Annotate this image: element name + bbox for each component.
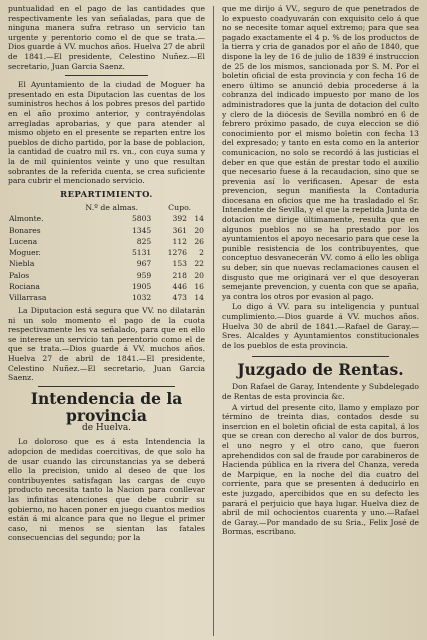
pueblo-cell: Villarrasa: [9, 292, 47, 302]
table-row: [8, 258, 205, 269]
table-row: [8, 213, 205, 224]
table-header-pueblo: [8, 202, 69, 213]
separator-rule: [252, 356, 390, 357]
left-column: [8, 4, 205, 636]
intendencia-subheading: de Huelva.: [81, 422, 132, 433]
table-row: [8, 225, 205, 236]
table-row: [8, 247, 205, 258]
cupo-fraction-cell: 22: [194, 259, 204, 269]
juzgado-heading: Juzgado de Rentas.: [237, 360, 404, 380]
repartimiento-table: [8, 202, 205, 303]
cupo-fraction-cell: 14: [194, 292, 204, 302]
cupo-cell: 361: [172, 225, 187, 235]
right-column: [222, 4, 419, 636]
pueblo-cell: Lucena: [9, 236, 38, 246]
table-header-row: [8, 202, 205, 213]
table-row: [8, 292, 205, 303]
pueblo-cell: Rociana: [9, 281, 40, 291]
pueblo-cell: Almonte.: [9, 214, 44, 224]
almas-cell: 1905: [131, 281, 152, 291]
right-paragraph-2: Lo digo á VV. para su inteligencia y puntual cumplimiento.—Dios guarde á VV. muchos años. Huelva 30 de abril de 1841.—Rafael de Garay.—Sres. Alcaldes y Ayuntamientos constitucionales de los pueblos de esta provincia.: [222, 302, 419, 350]
separator-rule: [65, 75, 148, 76]
almas-cell: 1345: [131, 225, 152, 235]
almas-cell: 1032: [131, 292, 152, 302]
cupo-cell: 153: [172, 259, 187, 269]
left-paragraph-1: puntualidad en el pago de las cantidades que respectivamente les van señaladas, para que de ninguna manera sufra retraso un servicio tan urgente y perentorio como el de que se trata.—Dios guarde á VV. muchos años. Huelva 27 de abril de 1841.—El presidente, Celestino Nuñez.—El secretario, Juan Garcia Saenz.: [8, 4, 205, 71]
cupo-cell: 1276: [167, 248, 187, 258]
repartimiento-title: REPARTIMIENTO.: [60, 188, 153, 199]
right-paragraph-4: A virtud del presente cito, llamo y emplazo por término de treinta dias, contados desde su insercion en el boletin oficial de esta capital, á los que se crean con derecho al valor de dos burros, el uno negro y el otro cano, que fueron aprehendidos con sal de fraude por carabineros de Hacienda pública en la rivera del Chanza, vereda de Marpique, en la noche del dia cuatro del corriente, para que se presenten á deducirlo en este juzgado, apercibidos que en su defecto les parará el perjuicio que haya lugar. Huelva diez de abril de mil ochocientos cuarenta y uno.—Rafael de Garay.—Por mandado de su Sria., Felix José de Bormas, escribano.: [222, 402, 419, 537]
almas-cell: 5131: [131, 248, 152, 258]
left-paragraph-4: Lo doloroso que es á esta Intendencia la adopcion de medidas coercitivas, de que solo ha de usar cuando las circunstancias ya se deberá ello la precision, unido al deseo de que los contribuyentes satisfagan las cargas de cuyo producto necesita tanto la Nacion para conllevar las infinitas atenciones que debe cubrir su gobierno, no hacen poner en juego cuantos medios están á mi alcance para que no llegue el primer caso, ni menos se sientan las fatales consecuencias del segundo; por la: [8, 437, 205, 543]
cupo-fraction-cell: 16: [194, 281, 204, 291]
cupo-fraction-cell: 20: [194, 270, 204, 280]
page-columns: [8, 4, 419, 636]
cupo-fraction-cell: 20: [194, 225, 204, 235]
pueblo-cell: Bonares: [9, 225, 41, 235]
almas-cell: 5803: [131, 214, 152, 224]
table-row: [8, 270, 205, 281]
cupo-cell: 112: [172, 236, 187, 246]
cupo-fraction-cell: 14: [194, 214, 204, 224]
column-divider: [213, 6, 214, 636]
table-header-almas: N.º de almas.: [85, 203, 139, 213]
cupo-cell: 473: [172, 292, 187, 302]
almas-cell: 959: [136, 270, 152, 280]
table-row: [8, 236, 205, 247]
pueblo-cell: Palos: [9, 270, 30, 280]
right-paragraph-1: que me dirijo á VV., seguro de que penetrados de lo expuesto coadyuvarán con exquisito celo á que no se necesite tomar aquel extremo; para que sea pagado exactamente el 4 p. % de los productos de la tierra y cria de ganados por el año de 1840, que dispone la ley de 16 de julio de 1839 é instruccion de 25 de los mismos, sancionada por S. M. Por el boletin oficial de esta provincia y con fecha 16 de enero último se anunció debia procederse á la cobranza del indicado impuesto por mano de los administradores que la junta de dotacion del culto y clero de la diócesis de Sevilla nombró en 6 de febrero próximo pasado, de cuya eleccion se dió conocimiento por el mismo boletin con fecha 13 del expresado; y tanto en esta como en la anterior comunicacion, no solo se recordó á las justicias el deber en que que están de prestar todo el auxilio que necesario fuese á la recaudacion, sino que se prevenia así lo verificasen. Apesar de esta prevencion, segun manifiesta la Contaduria diocesana en oficios que me ha trasladado el Sr. Intendente de Sevilla, y el que la repetida Junta de dotacion me dirige últimamente, resulta que en algunos pueblos no se ha prestado por los ayuntamientos el apoyo necesario para que cese la punible resistencia de los contribuyentes, que conceptuo desvanecerán VV. como á ello les obliga su deber, sin que nuevas reclamaciones causen el disgusto que me originará ver el que desoyeran semejante prevencion, y cuenta con que se apaña, ya contra los otros por evasion al pago.: [222, 4, 419, 301]
table-body: [8, 213, 205, 303]
almas-cell: 825: [136, 236, 152, 246]
table-header-cupo: Cupo.: [168, 203, 192, 213]
pueblo-cell: Moguer.: [9, 248, 41, 258]
cupo-cell: 392: [172, 214, 187, 224]
left-paragraph-3: La Diputacion está segura que VV. no dilatarán ni un solo momento el pago de la cuota respectivamente les va señalado, para que en ello se interese un servicio tan perentorio como el de que se trata.—Dios guarde á VV. muchos años. Huelva 27 de abril de 1841.—El presidente, Celestino Nuñez.—El secretario, Juan Garcia Saenz.: [8, 306, 205, 383]
left-paragraph-2: El Ayuntamiento de la ciudad de Moguer ha presentado en esta Diputacion las cuentas de los suministros hechos á los pobres presos del partido en el año proximo anterior, y contrayéndolas arregladas aprobarias, y que para atender al mismo objeto en el presente se reparten entre los pueblos de dicho partido, por la base de poblacion, la cantidad de cuatro mil rs. vn., con cuya suma y la de mil quinientos veinte y uno que resultan sobrantes de la referida cuenta, se crea suficiente para cubrir el mencionado servicio.: [8, 80, 205, 186]
separator-rule: [38, 386, 176, 387]
cupo-cell: 446: [172, 281, 187, 291]
almas-cell: 967: [136, 259, 152, 269]
pueblo-cell: Niebla: [9, 259, 35, 269]
intendencia-heading: Intendencia de la provincia: [30, 388, 183, 425]
cupo-fraction-cell: 26: [194, 236, 204, 246]
cupo-cell: 218: [172, 270, 187, 280]
table-row: [8, 281, 205, 292]
right-paragraph-3: Don Rafael de Garay, Intendente y Subdelegado de Rentas de esta provincia &c.: [222, 382, 419, 401]
cupo-fraction-cell: 2: [199, 248, 204, 258]
